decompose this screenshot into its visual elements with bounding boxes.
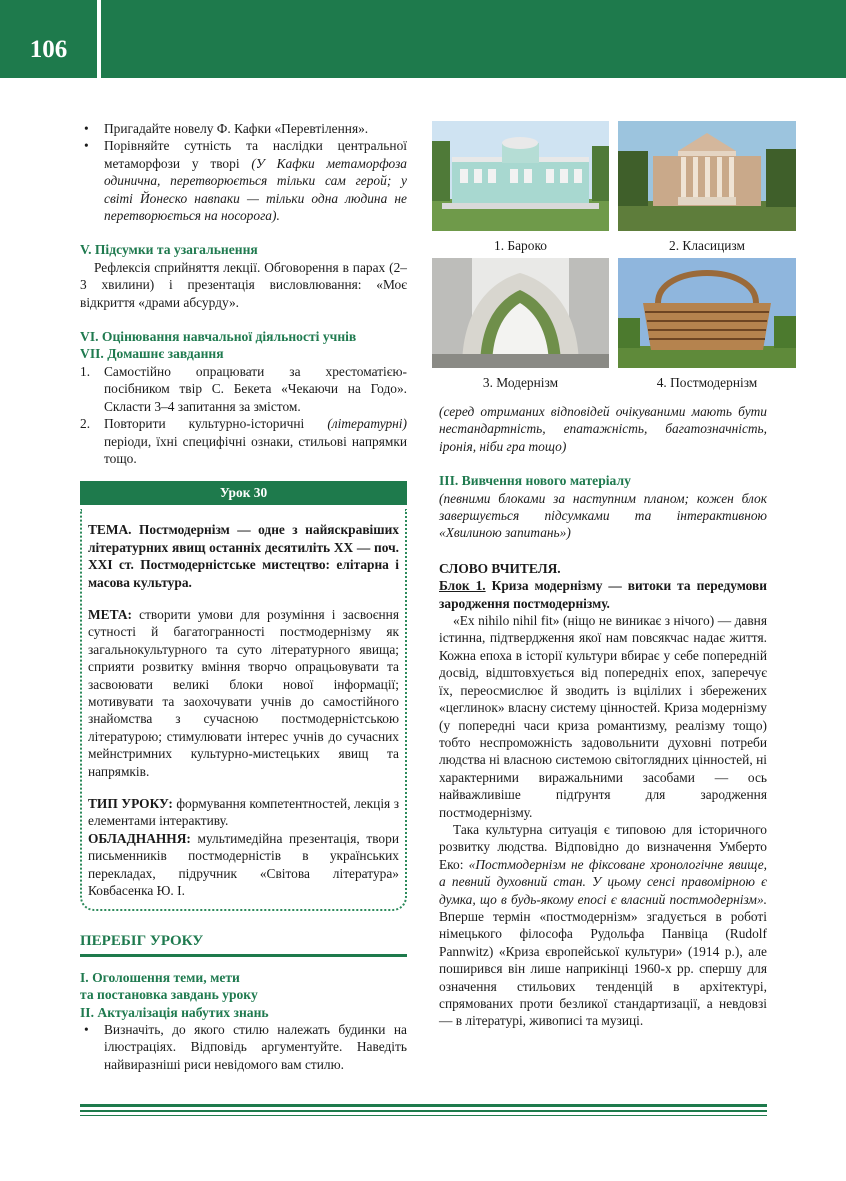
footer-rule-3 [80,1115,767,1116]
intro-bullet-2-note: (У Кафки метаморфоза одинична, перетворюється тільки сам герой; у світі Йонеско навпаки — тільки одна людина не перетворюється на носорога). [104,155,407,224]
homework-list [80,363,407,467]
photo-classicism [618,121,796,231]
photo-modernism [432,258,609,368]
section2-bullets [80,1021,407,1073]
block1-para2: Така культурна ситуація є типовою для історичного розвитку людства. Відповідно до визначення Умберто Еко: «Постмодернізм не фіксоване хронологічне явище, а певний духовний стан. У цьому сенсі правомірною є думка, що в будь-якому епосі є власний постмодернізм». Вперше термін «постмодернізм» згадується в роботі німецького філософа Рудольфа Панвіца (Rudolf Pannwitz) «Криза європейської культури» (1914 р.), але поширився він лише наприкінці 1960-х рр. спершу для означення стильових тенденцій в архітектурі, спрямованих проти безликої стандартизації, а невдовзі — в літературі, живописі та музиці. [439,821,767,1029]
lesson-info-box [80,509,407,911]
photo-postmodernism [618,258,796,368]
photo-caption-4: 4. Постмодернізм [656,375,758,390]
footer-rule-1 [80,1104,767,1107]
photo-caption-2: 2. Класицизм [669,238,745,253]
equipment: ОБЛАДНАННЯ: мультимедійна презентація, твори письменників постмодерністів в українських перекладах, підручник «Світова література» Ковбасенка Ю. І. [88,830,399,899]
intro-bullets [80,120,407,224]
homework-item: 2. Повторити культурно-історичні (літературні) періоди, їхні специфічні ознаки, стильові напрямки тощо. [80,416,407,466]
lesson-label: Урок 30 [80,481,407,505]
baroque-building-image [432,121,609,231]
section1-title-a: I. Оголошення теми, мети [80,969,240,985]
footer-rule-2 [80,1110,767,1112]
tema: ТЕМА. Постмодернізм — одне з найяскравіших літературних явищ останніх десятиліть XX — поч. XXI ст. Постмодерністське мистецтво: елітарна і масова культура. [88,522,399,590]
section2-bullet: • Визначіть, до якого стилю належать будинки на ілюстраціях. Відповідь аргументуйте. Наведіть найвиразніші риси невідомого вам стилю. [80,1021,407,1073]
classicism-building-image [618,121,796,231]
postmodernism-building-image [618,258,796,368]
section1-title-b: та постановка завдань уроку [80,987,258,1003]
section3-title: III. Вивчення нового матеріалу [439,473,631,489]
course-title: ПЕРЕБІГ УРОКУ [80,933,204,950]
expected-answers: (серед отриманих відповідей очікуваними мають бути нестандартність, епатажність, багатозначність, іронія, ніби гра тощо) [439,404,767,454]
section5-title: V. Підсумки та узагальнення [80,242,258,258]
block1-title: Блок 1. Криза модернізму — витоки та передумови зародження постмодернізму. [439,578,767,611]
section3-note: (певними блоками за наступним планом; кожен блок завершується підсумками та інтерактивною «Хвилиною запитань») [439,490,767,541]
header-divider [97,0,101,78]
meta: МЕТА: створити умови для розуміння і засвоєння сутності й багатогранності постмодернізму як загальнокультурного та суто літературного явища; сприяти розвитку вміння творчо опрацьовувати та засвоювати великі блоки нової інформації; мотивувати та заохочувати учнів до самостійного знайомства з сучасною постмодерністською літературою; стимулювати інтерес учнів до сучасних мейнстримних культурно-мистецьких явищ та напрямків. [88,606,399,779]
photo-caption-1: 1. Бароко [494,238,547,253]
block1-para1: «Ex nihilo nihil fit» (ніщо не виникає з нічого) — давня істинна, підтвердження якої нам повсякчас надає життя. Кожна епоха в історії культури вбирає у себе попередній досвід, відштовхується від попередніх епох, заперечує їх, переосмислює й зводить із вцілілих і збережених «цеглинок» власну систему цінностей. Криза модернізму (у попередні часи криза романтизму, реалізму тощо) тобто неспроможність задовольнити духовні потреби людства ні власною системою світоглядних цінностей, ні характерними виражальними засобами — ось найважливіше підґрунтя для зародження постмодернізму. [439,613,767,820]
intro-bullet-1: • Пригадайте новелу Ф. Кафки «Перевтілення». [80,120,407,137]
modernism-building-image [432,258,609,368]
lesson-type: ТИП УРОКУ: формування компетентностей, лекція з елементами інтерактиву. [88,796,400,829]
page-number: 106 [0,0,97,78]
section7-title: VII. Домашнє завдання [80,346,224,362]
intro-bullet-2: • Порівняйте сутність та наслідки центральної метаморфози у творі (У Кафки метаморфоза одинична, перетворюється тільки сам герой; у світі Йонеско навпаки — тільки одна людина не перетворюється на носорога). [80,137,407,224]
page-header [0,0,846,78]
right-column [439,403,767,1030]
left-column [80,120,407,1073]
homework-item: 1. Самостійно опрацювати за хрестоматією-посібником твір С. Бекета «Чекаючи на Годо». Скласти 3–4 запитання за змістом. [80,363,407,414]
section2-title: II. Актуалізація набутих знань [80,1004,269,1020]
course-title-rule [80,954,407,957]
photo-baroque [432,121,609,231]
teacher-word: СЛОВО ВЧИТЕЛЯ. [439,560,561,576]
architecture-photos [432,121,796,393]
photo-caption-3: 3. Модернізм [482,375,559,390]
section5-text: Рефлексія сприйняття лекції. Обговорення в парах (2–3 хвилини) і презентація висловлювання: «Моє відкриття «драми абсурду». [80,259,407,310]
section6-title: VI. Оцінювання навчальної діяльності учнів [80,329,357,345]
